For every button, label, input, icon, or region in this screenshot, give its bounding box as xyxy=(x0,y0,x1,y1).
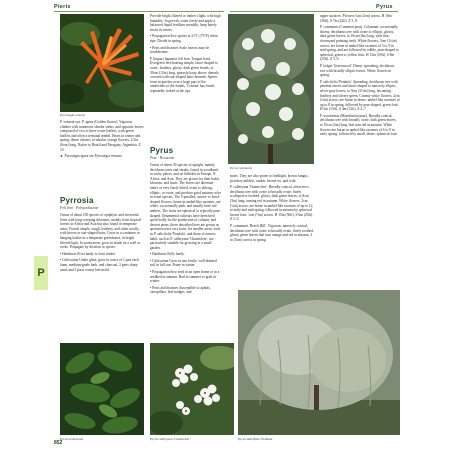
running-head-right: Pyrus xyxy=(376,4,393,10)
column-3-text xyxy=(230,174,314,284)
section-sub-pyrus: Pear · Rosaceae xyxy=(150,156,175,160)
entry-p-lingua: P. lingua (Japanese felt fern, Tongue fern). Evergreen fern bearing simple, lance-shaped to ovate, leathery, glossy, dark green fronds, to 30cm (12in) long, sparsely hairy above, densely covered with star-shaped hairs beneath. Spores form in patches over a large part of the undersides of the fronds. 'Cristata' has fronds repeatedly forked at the tips. xyxy=(150,56,220,93)
header-rule-right xyxy=(230,11,398,12)
cultivation-pyrrosia: • Cultivation Under glass, grow in a mix of 1 part each loam, medium-grade bark, and charcoal, 2 parts sharp sand, and 3 parts coarse leaf mold. xyxy=(60,258,139,272)
hardiness-pyrrosia: • Hardiness Frost hardy to frost tender. xyxy=(60,251,116,256)
weeping-tree-illustration xyxy=(238,290,400,435)
propagation-pyrrosia: • Propagation Sow spores at 21°C (70°F) when ripe. Divide in spring. xyxy=(150,34,218,43)
entry-p-communis-beech-hill: P. communis 'Beech Hill'. Vigorous, narrowly conical, deciduous tree with ovate to broadly ovate, finely toothed, glossy green leaves that turn orange and red in autumn. 2 in (5cm) across in spring. xyxy=(230,223,314,242)
column-1-text-top xyxy=(60,120,144,195)
caption-pyrus-ussuriensis: Pyrus ussuriensis xyxy=(60,437,84,441)
photo-pyrus-salicifolia xyxy=(238,290,400,435)
genus-pyrus-desc: Genus of about 30 species of upright, mainly deciduous trees and shrubs, found in woodland, in rocky places, and on hillsides in Europe, N. Africa, and Asia. They are grown for their habit, blossom, and fruits. The leaves are alternate, entire or very finely lobed, ovate to oblong, elliptic, or ovate, and produce good autumn color in some species. The 5-petalled, saucer- to bowl-shaped flowers, borne in umbel-like racemes, are white, occasionally pink, and usually have red anthers. The fruits are spherical to typically pear-shaped. Ornamental cultivars have been bred specifically for the production of culinary and dessert pears; those described here are grown as specimen trees on a lawn, for smaller areas, such as P. salicifolia 'Pendula', and those of narrow habit, such as P. calleryana 'Chanticleer', are particularly suitable for growing in a small garden. xyxy=(150,163,221,250)
tree-blossom-illustration xyxy=(228,14,314,164)
blossom-illustration xyxy=(150,343,234,435)
photo-pyrostegia xyxy=(60,14,144,112)
thumb-index-tab xyxy=(34,256,48,290)
entry-p-communis: P. communis (Common pear). Columnar, occasionally thorny, deciduous tree with ovate to elliptic, glossy, dark green leaves, to 10cm (4in) long, with fine, downward pointing teeth. White flowers, 3cm (1¼in) across, are borne in umbel-like racemes of 5 to 9 in mid-spring, and are followed by edible, pear-shaped to spherical, green to yellow fruit. H 15m (50ft), S 8m (25ft). Z 5–9. xyxy=(320,25,399,62)
entry-p-venusta: P. venusta syn. P. ignea (Golden flower). Vigorous climber with numerous slender stems, and opposite leaves composed of two to three ovate leaflets, with green leaflets and often a terminal tendril. Bears in winter and spring, dense clusters of tubular, orange flowers, 2.5in (6cm) long. Native to Brazil and Paraguay, Argentina. Z 10. xyxy=(60,120,144,152)
column-2-text-bottom xyxy=(150,163,222,337)
entry-p-lodgei: P. lodgei 'Greenwood'. Dense, spreading, deciduous tree with broadly elliptic leaves. White flowers in spring. xyxy=(320,63,395,78)
section-sub-pyrrosia: Felt fern · Polypodiaceae xyxy=(60,206,99,210)
section-title-pyrrosia: Pyrrosia xyxy=(60,196,94,205)
column-1-text-bottom xyxy=(60,213,144,323)
flower-illustration xyxy=(60,14,144,112)
section-title-pyrus: Pyrus xyxy=(150,146,174,155)
genus-pyrrosia-desc: Genus of about 100 species of epiphytic and terrestrial ferns with long-creeping rhizomes, mainly from tropical forests in Africa and Asia but also found in temperate areas. Fronds simple, tough, leathery, and often woolly, with brown or star-shaped hairs. Grow in a container or hanging basket in a temperate greenhouse, in bright filtered light. In warm areas, grow in shade on a wall or rocks. Propagate by division or spores. xyxy=(60,213,141,250)
caption-pyrus-salicifolia: Pyrus salicifolia 'Pendula' xyxy=(238,437,273,441)
flowers-cont: upper surfaces. Flowers ¾in (2cm) across. H 10m (30ft), S 7m (22ft). Z 5–9. xyxy=(320,14,392,23)
entry-p-calleryana: P. calleryana 'Chanticleer'. Broadly conical, often erect, deciduous tree with ovate to broadly ovate, finely scalloped or toothed, glossy, dark green leaves, to 8cm (3in) long, turning red in autumn. White flowers, 2cm (¾in) across, are borne in umbel-like racemes of up to 12, in early and mid-spring, followed in autumn by spherical brown fruit, 1cm (½in) across. H 15m (50ft), S 6m (20ft). Z 5–9. xyxy=(230,185,314,222)
propagation-pyrus: • Propagation Sow seed in an open frame or in a seedbed in autumn. Bud in summer or graft in winter. xyxy=(150,270,220,284)
cultivation-cont: Provide bright filtered or indirect light, with high humidity. In growth, water freely and apply a balanced liquid fertilizer monthly; keep barely moist in winter. xyxy=(150,14,221,32)
pests-pyrrosia: • Pests and diseases Scale insects may be troublesome. xyxy=(150,45,210,55)
header-rule-left xyxy=(54,11,224,12)
page-number: 852 xyxy=(54,440,63,446)
caption-pyrostegia: Pyrostegia venusta xyxy=(60,113,86,117)
pests-pyrus: • Pests and diseases Susceptible to aphids, caterpillars, leaf midges, and xyxy=(150,285,211,295)
cultivation-pyrus: • Cultivation Grow in any fertile, well-drained soil in full sun. Prune in winter. xyxy=(150,258,217,268)
pests-cont: mites. They are also prone to fireblight, brown fungus, powdery mildew, canker, brown rot, and scab. xyxy=(230,174,309,183)
hardiness-pyrus: • Hardiness Fully hardy. xyxy=(150,252,185,257)
column-2-text-top xyxy=(150,14,222,142)
photo-pyrus-ussuriensis xyxy=(60,343,144,435)
caption-pyrus-calleryana: Pyrus calleryana 'Chanticleer' xyxy=(150,437,191,441)
caption-pyrus-communis: Pyrus communis xyxy=(230,166,252,170)
entry-p-salicifolia: P. salicifolia 'Pendula'. Spreading, deciduous tree with pendent shoots and lance-shaped to narrowly elliptic, silver-gray leaves, to 9cm (3½in) long, becoming leathery and silvery-green. Creamy-white flowers, 2cm (¾in) across, are borne in dense, umbel-like racemes of up to 8 in spring, followed by pear-shaped, green fruit. H 5m (15ft), S 4m (12ft). Z 4–7. xyxy=(320,79,400,112)
entry-p-ussuriensis: P. ussuriensis (Manchurian pear). Broadly conical, deciduous tree with broadly ovate, dark green leaves, to 10cm (4in) long, that turn red in autumn. White flowers are borne in umbel-like racemes of 6 to 9 in early spring, followed by small, dense, spherical fruit. xyxy=(320,113,398,137)
column-4-text xyxy=(320,14,400,282)
photo-pyrus-calleryana xyxy=(150,343,234,435)
running-head-left: Pieris xyxy=(54,4,71,10)
tab-letter: P xyxy=(37,267,45,279)
photo-pyrus-communis xyxy=(228,14,314,164)
entry-cross-ref: ► Pyrostegia ignea see Pyrostegia venusta xyxy=(60,154,122,159)
leaves-illustration xyxy=(60,343,144,435)
